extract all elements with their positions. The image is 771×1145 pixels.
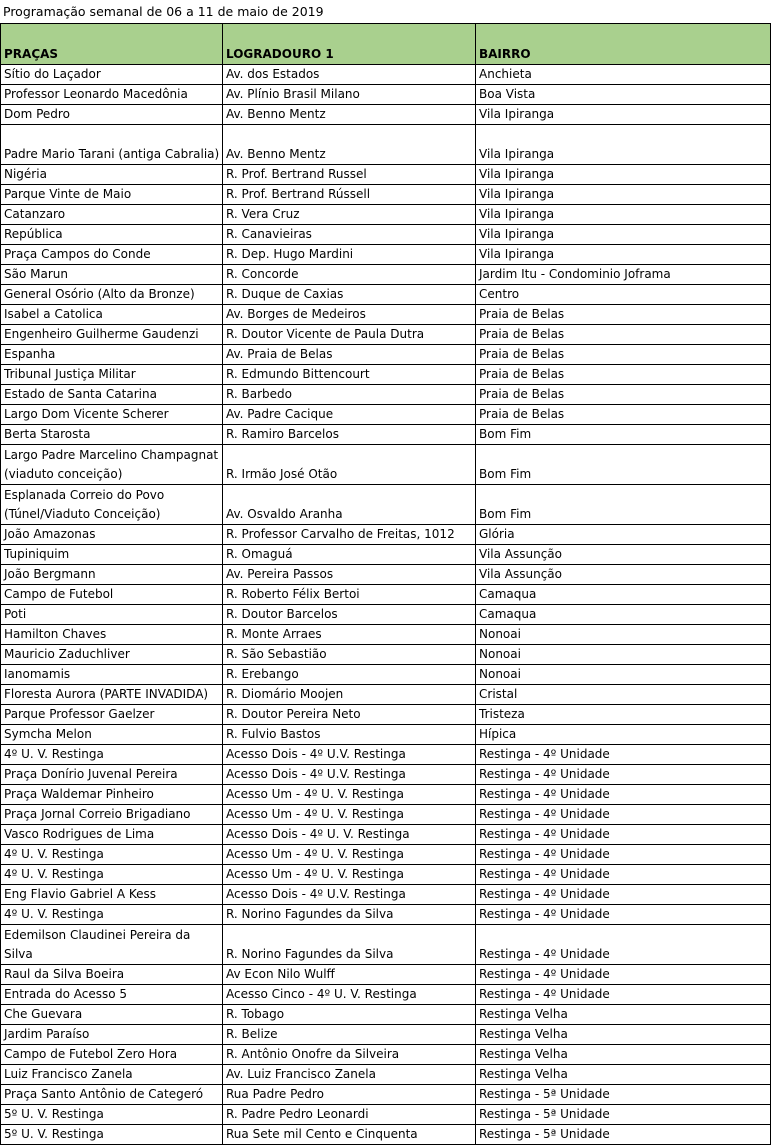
bairro-cell: Restinga - 5ª Unidade xyxy=(476,1085,771,1105)
logradouro-cell: R. Diomário Moojen xyxy=(223,685,476,705)
logradouro-cell: R. Norino Fagundes da Silva xyxy=(223,905,476,925)
table-row xyxy=(1,705,771,725)
praca-cell: Edemilson Claudinei Pereira da Silva xyxy=(1,925,223,965)
header-pracas: PRAÇAS xyxy=(1,24,223,65)
bairro-cell: Bom Fim xyxy=(476,425,771,445)
logradouro-cell: Av Econ Nilo Wulff xyxy=(223,965,476,985)
praca-cell: Poti xyxy=(1,605,223,625)
table-row xyxy=(1,645,771,665)
bairro-cell: Vila Ipiranga xyxy=(476,125,771,165)
bairro-cell: Cristal xyxy=(476,685,771,705)
table-row xyxy=(1,805,771,825)
bairro-cell: Restinga - 4º Unidade xyxy=(476,765,771,785)
logradouro-cell: R. Norino Fagundes da Silva xyxy=(223,925,476,965)
bairro-cell: Restinga - 4º Unidade xyxy=(476,745,771,765)
praca-cell: João Amazonas xyxy=(1,525,223,545)
bairro-cell: Praia de Belas xyxy=(476,345,771,365)
bairro-cell: Centro xyxy=(476,285,771,305)
logradouro-cell: R. Monte Arraes xyxy=(223,625,476,645)
praca-cell: 4º U. V. Restinga xyxy=(1,905,223,925)
bairro-cell: Restinga - 4º Unidade xyxy=(476,865,771,885)
bairro-cell: Vila Ipiranga xyxy=(476,205,771,225)
praca-cell: Praça Jornal Correio Brigadiano xyxy=(1,805,223,825)
bairro-cell: Restinga - 4º Unidade xyxy=(476,885,771,905)
praca-cell: Tupiniquim xyxy=(1,545,223,565)
logradouro-cell: Av. Osvaldo Aranha xyxy=(223,485,476,525)
table-row xyxy=(1,825,771,845)
bairro-cell: Restinga - 5ª Unidade xyxy=(476,1125,771,1145)
praca-cell: São Marun xyxy=(1,265,223,285)
table-row xyxy=(1,1105,771,1125)
logradouro-cell: Acesso Um - 4º U. V. Restinga xyxy=(223,845,476,865)
bairro-cell: Bom Fim xyxy=(476,485,771,525)
praca-cell: Nigéria xyxy=(1,165,223,185)
bairro-cell: Nonoai xyxy=(476,625,771,645)
logradouro-cell: Av. Praia de Belas xyxy=(223,345,476,365)
header-logradouro: LOGRADOURO 1 xyxy=(223,24,476,65)
praca-cell: Praça Santo Antônio de Categeró xyxy=(1,1085,223,1105)
table-row xyxy=(1,665,771,685)
bairro-cell: Restinga - 4º Unidade xyxy=(476,985,771,1005)
praca-cell: Hamilton Chaves xyxy=(1,625,223,645)
praca-cell: Largo Dom Vicente Scherer xyxy=(1,405,223,425)
logradouro-cell: Av. Pereira Passos xyxy=(223,565,476,585)
logradouro-cell: R. Irmão José Otão xyxy=(223,445,476,485)
bairro-cell: Anchieta xyxy=(476,65,771,85)
bairro-cell: Vila Assunção xyxy=(476,565,771,585)
praca-cell: Che Guevara xyxy=(1,1005,223,1025)
table-row xyxy=(1,325,771,345)
praca-cell: Praça Waldemar Pinheiro xyxy=(1,785,223,805)
bairro-cell: Restinga - 4º Unidade xyxy=(476,965,771,985)
table-row xyxy=(1,485,771,525)
table-row xyxy=(1,1005,771,1025)
logradouro-cell: R. Professor Carvalho de Freitas, 1012 xyxy=(223,525,476,545)
table-row xyxy=(1,565,771,585)
bairro-cell: Restinga - 4º Unidade xyxy=(476,845,771,865)
praca-cell: Symcha Melon xyxy=(1,725,223,745)
bairro-cell: Vila Ipiranga xyxy=(476,105,771,125)
logradouro-cell: Acesso Um - 4º U. V. Restinga xyxy=(223,785,476,805)
table-row xyxy=(1,685,771,705)
praca-cell: Campo de Futebol xyxy=(1,585,223,605)
table-row xyxy=(1,725,771,745)
table-row xyxy=(1,545,771,565)
bairro-cell: Boa Vista xyxy=(476,85,771,105)
praca-cell: República xyxy=(1,225,223,245)
bairro-cell: Vila Ipiranga xyxy=(476,185,771,205)
bairro-cell: Hípica xyxy=(476,725,771,745)
logradouro-cell: R. Omaguá xyxy=(223,545,476,565)
table-row xyxy=(1,765,771,785)
table-row xyxy=(1,125,771,165)
bairro-cell: Restinga Velha xyxy=(476,1045,771,1065)
praca-cell: Entrada do Acesso 5 xyxy=(1,985,223,1005)
bairro-cell: Restinga Velha xyxy=(476,1005,771,1025)
logradouro-cell: Acesso Dois - 4º U. V. Restinga xyxy=(223,825,476,845)
table-row xyxy=(1,745,771,765)
table-row xyxy=(1,985,771,1005)
table-row xyxy=(1,785,771,805)
bairro-cell: Praia de Belas xyxy=(476,325,771,345)
logradouro-cell: R. Antônio Onofre da Silveira xyxy=(223,1045,476,1065)
praca-cell: Estado de Santa Catarina xyxy=(1,385,223,405)
praca-cell: Raul da Silva Boeira xyxy=(1,965,223,985)
praca-cell: 4º U. V. Restinga xyxy=(1,745,223,765)
table-row xyxy=(1,925,771,965)
praca-cell: Vasco Rodrigues de Lima xyxy=(1,825,223,845)
table-row xyxy=(1,185,771,205)
bairro-cell: Tristeza xyxy=(476,705,771,725)
bairro-cell: Glória xyxy=(476,525,771,545)
table-row xyxy=(1,625,771,645)
praca-cell: 4º U. V. Restinga xyxy=(1,845,223,865)
logradouro-cell: R. Duque de Caxias xyxy=(223,285,476,305)
table-row xyxy=(1,445,771,485)
table-row xyxy=(1,105,771,125)
logradouro-cell: R. Padre Pedro Leonardi xyxy=(223,1105,476,1125)
logradouro-cell: Acesso Dois - 4º U.V. Restinga xyxy=(223,885,476,905)
bairro-cell: Restinga - 5ª Unidade xyxy=(476,1105,771,1125)
table-row xyxy=(1,1085,771,1105)
logradouro-cell: R. São Sebastião xyxy=(223,645,476,665)
logradouro-cell: R. Barbedo xyxy=(223,385,476,405)
logradouro-cell: Av. dos Estados xyxy=(223,65,476,85)
praca-cell: Sítio do Laçador xyxy=(1,65,223,85)
table-row xyxy=(1,1125,771,1145)
praca-cell: Floresta Aurora (PARTE INVADIDA) xyxy=(1,685,223,705)
logradouro-cell: Av. Benno Mentz xyxy=(223,125,476,165)
bairro-cell: Nonoai xyxy=(476,665,771,685)
praca-cell: João Bergmann xyxy=(1,565,223,585)
praca-cell: Tribunal Justiça Militar xyxy=(1,365,223,385)
bairro-cell: Vila Ipiranga xyxy=(476,225,771,245)
table-row xyxy=(1,225,771,245)
logradouro-cell: Av. Padre Cacique xyxy=(223,405,476,425)
praca-cell: Parque Vinte de Maio xyxy=(1,185,223,205)
logradouro-cell: Acesso Um - 4º U. V. Restinga xyxy=(223,865,476,885)
table-row xyxy=(1,865,771,885)
header-row xyxy=(1,24,771,65)
logradouro-cell: R. Canavieiras xyxy=(223,225,476,245)
table-row xyxy=(1,1045,771,1065)
logradouro-cell: R. Doutor Pereira Neto xyxy=(223,705,476,725)
table-row xyxy=(1,885,771,905)
table-row xyxy=(1,525,771,545)
bairro-cell: Camaqua xyxy=(476,605,771,625)
logradouro-cell: R. Concorde xyxy=(223,265,476,285)
logradouro-cell: Acesso Um - 4º U. V. Restinga xyxy=(223,805,476,825)
table-row xyxy=(1,345,771,365)
praca-cell: Professor Leonardo Macedônia xyxy=(1,85,223,105)
logradouro-cell: Av. Benno Mentz xyxy=(223,105,476,125)
schedule-table xyxy=(0,23,771,1145)
table-row xyxy=(1,85,771,105)
bairro-cell: Praia de Belas xyxy=(476,365,771,385)
bairro-cell: Camaqua xyxy=(476,585,771,605)
table-row xyxy=(1,405,771,425)
praca-cell: 4º U. V. Restinga xyxy=(1,865,223,885)
logradouro-cell: R. Erebango xyxy=(223,665,476,685)
table-row xyxy=(1,385,771,405)
table-row xyxy=(1,605,771,625)
bairro-cell: Restinga - 4º Unidade xyxy=(476,785,771,805)
logradouro-cell: R. Tobago xyxy=(223,1005,476,1025)
logradouro-cell: Rua Padre Pedro xyxy=(223,1085,476,1105)
table-row xyxy=(1,905,771,925)
praca-cell: Praça Campos do Conde xyxy=(1,245,223,265)
table-row xyxy=(1,265,771,285)
praca-cell: Catanzaro xyxy=(1,205,223,225)
praca-cell: General Osório (Alto da Bronze) xyxy=(1,285,223,305)
praca-cell: Eng Flavio Gabriel A Kess xyxy=(1,885,223,905)
logradouro-cell: R. Prof. Bertrand Rússell xyxy=(223,185,476,205)
praca-cell: Dom Pedro xyxy=(1,105,223,125)
logradouro-cell: Acesso Cinco - 4º U. V. Restinga xyxy=(223,985,476,1005)
praca-cell: Isabel a Catolica xyxy=(1,305,223,325)
table-row xyxy=(1,65,771,85)
table-row xyxy=(1,245,771,265)
logradouro-cell: R. Edmundo Bittencourt xyxy=(223,365,476,385)
bairro-cell: Vila Ipiranga xyxy=(476,245,771,265)
logradouro-cell: R. Dep. Hugo Mardini xyxy=(223,245,476,265)
logradouro-cell: Acesso Dois - 4º U.V. Restinga xyxy=(223,745,476,765)
logradouro-cell: R. Vera Cruz xyxy=(223,205,476,225)
praca-cell: Praça Donírio Juvenal Pereira xyxy=(1,765,223,785)
bairro-cell: Praia de Belas xyxy=(476,305,771,325)
bairro-cell: Restinga Velha xyxy=(476,1065,771,1085)
bairro-cell: Praia de Belas xyxy=(476,385,771,405)
logradouro-cell: R. Roberto Félix Bertoi xyxy=(223,585,476,605)
bairro-cell: Vila Assunção xyxy=(476,545,771,565)
praca-cell: Parque Professor Gaelzer xyxy=(1,705,223,725)
bairro-cell: Vila Ipiranga xyxy=(476,165,771,185)
table-row xyxy=(1,365,771,385)
bairro-cell: Bom Fim xyxy=(476,445,771,485)
table-row xyxy=(1,425,771,445)
praca-cell: Esplanada Correio do Povo (Túnel/Viaduto Conceição) xyxy=(1,485,223,525)
praca-cell: Engenheiro Guilherme Gaudenzi xyxy=(1,325,223,345)
logradouro-cell: Rua Sete mil Cento e Cinquenta xyxy=(223,1125,476,1145)
table-row xyxy=(1,585,771,605)
bairro-cell: Restinga - 4º Unidade xyxy=(476,905,771,925)
table-row xyxy=(1,845,771,865)
praca-cell: Jardim Paraíso xyxy=(1,1025,223,1045)
logradouro-cell: R. Prof. Bertrand Russel xyxy=(223,165,476,185)
logradouro-cell: R. Ramiro Barcelos xyxy=(223,425,476,445)
logradouro-cell: Av. Plínio Brasil Milano xyxy=(223,85,476,105)
praca-cell: Ianomamis xyxy=(1,665,223,685)
praca-cell: Luiz Francisco Zanela xyxy=(1,1065,223,1085)
table-row xyxy=(1,165,771,185)
logradouro-cell: R. Doutor Vicente de Paula Dutra xyxy=(223,325,476,345)
bairro-cell: Jardim Itu - Condominio Joframa xyxy=(476,265,771,285)
bairro-cell: Restinga - 4º Unidade xyxy=(476,805,771,825)
bairro-cell: Restinga Velha xyxy=(476,1025,771,1045)
praca-cell: Largo Padre Marcelino Champagnat (viaduto conceição) xyxy=(1,445,223,485)
bairro-cell: Restinga - 4º Unidade xyxy=(476,925,771,965)
logradouro-cell: R. Belize xyxy=(223,1025,476,1045)
praca-cell: 5º U. V. Restinga xyxy=(1,1105,223,1125)
table-row xyxy=(1,285,771,305)
logradouro-cell: Av. Luiz Francisco Zanela xyxy=(223,1065,476,1085)
table-row xyxy=(1,205,771,225)
praca-cell: Campo de Futebol Zero Hora xyxy=(1,1045,223,1065)
bairro-cell: Restinga - 4º Unidade xyxy=(476,825,771,845)
page-title: Programação semanal de 06 a 11 de maio de 2019 xyxy=(3,4,324,19)
table-row xyxy=(1,305,771,325)
praca-cell: Espanha xyxy=(1,345,223,365)
logradouro-cell: R. Fulvio Bastos xyxy=(223,725,476,745)
logradouro-cell: Acesso Dois - 4º U.V. Restinga xyxy=(223,765,476,785)
header-bairro: BAIRRO xyxy=(476,24,771,65)
table-row xyxy=(1,1065,771,1085)
table-row xyxy=(1,965,771,985)
praca-cell: 5º U. V. Restinga xyxy=(1,1125,223,1145)
praca-cell: Mauricio Zaduchliver xyxy=(1,645,223,665)
logradouro-cell: Av. Borges de Medeiros xyxy=(223,305,476,325)
bairro-cell: Praia de Belas xyxy=(476,405,771,425)
bairro-cell: Nonoai xyxy=(476,645,771,665)
table-row xyxy=(1,1025,771,1045)
praca-cell: Berta Starosta xyxy=(1,425,223,445)
praca-cell: Padre Mario Tarani (antiga Cabralia) xyxy=(1,125,223,165)
logradouro-cell: R. Doutor Barcelos xyxy=(223,605,476,625)
